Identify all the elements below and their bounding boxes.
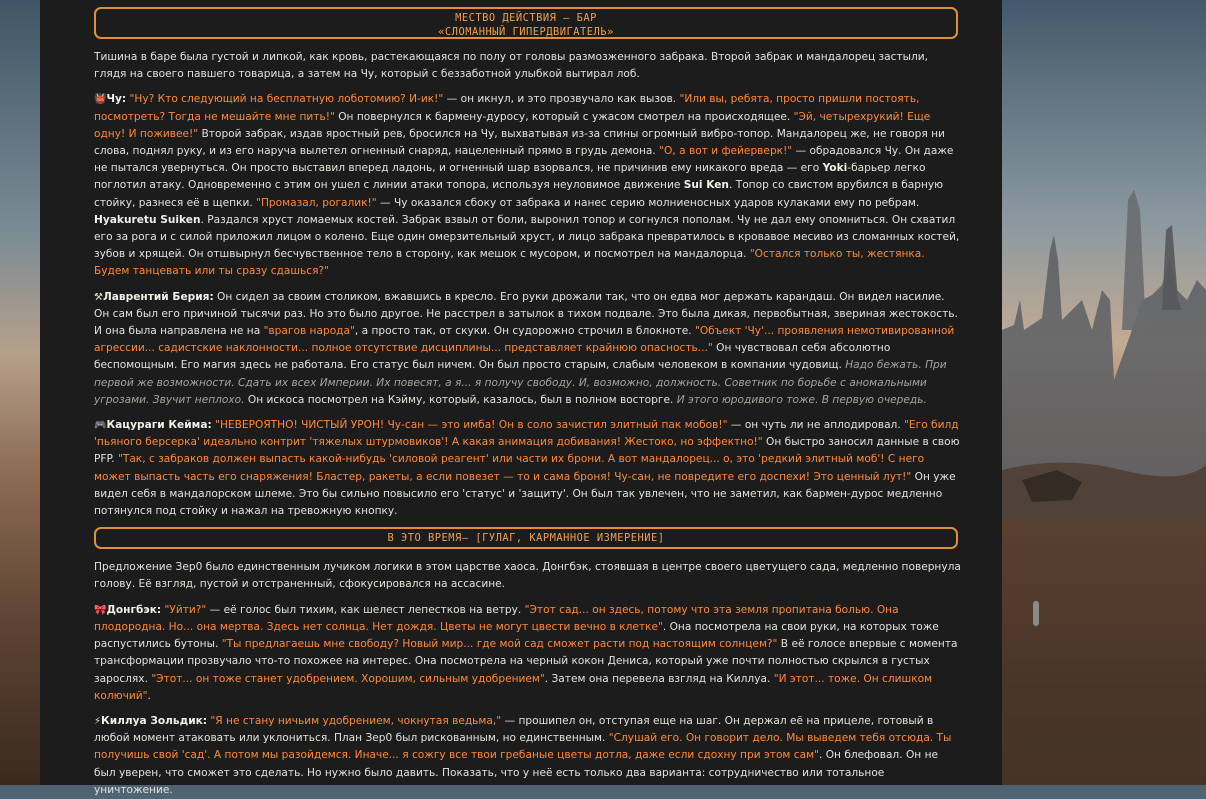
scrollbar-thumb[interactable] [1033, 601, 1039, 626]
speaker-name: Кацураги Кейма: [106, 419, 212, 432]
scene-header-bar [94, 7, 958, 39]
scene-header-line1: МЕСТВО ДЕЙСТВИЯ – БАР [455, 12, 597, 24]
speaker-name: Чу: [106, 93, 127, 106]
scene-header-line2: «СЛОМАННЫЙ ГИПЕРДВИГАТЕЛЬ» [438, 26, 614, 38]
speaker-name: Киллуа Зольдик: [101, 714, 208, 727]
beria-paragraph: ⚒Лаврентий Берия: Он сидел за своим столиком, вжавшись в кресло. Его руки дрожали так, что он едва мог держать карандаш. Он видел насилие. Он сам был его причиной тысячи раз. Но это было другое. Не расстрел в затылок в тихом подвале. Это была дикая, первобытная, звериная жестокость. И она была направлена не на "врагов народа", а просто так, от скуки. Он судорожно строчил в блокноте. "Объект 'Чу'... проявления немотивированной агрессии... садистские наклонности... полное отсутствие дисциплины... представляет крайнюю опасность..." Он чувствовал себя абсолютно беспомощным. Его магия здесь не работала. Его статус был ничем. Он был просто старым, слабым человеком в компании чудовищ. Надо бежать. При первой же возможности. Сдать их всех Империи. Их повесят, а я... я получу свободу. И, возможно, должность. Советник по борьбе с аномальными угрозами. Звучит неплохо. Он искоса посмотрел на Кэйму, который, казалось, был в полном восторге. И этого юродивого тоже. В первую очередь. [94, 290, 958, 406]
keima-paragraph: 🎮Кацураги Кейма: "НЕВЕРОЯТНО! ЧИСТЫЙ УРОН! Чу-сан — это имба! Он в соло зачистил элитный пак мобов!" — он чуть ли не аплодировал. "Его билд 'пьяного берсерка' идеально контрит 'тяжелых штурмовиков'! А какая анимация добивания! Жестоко, но эффектно!" Он быстро заносил данные в свою PFP. "Так, с забраков должен выпасть какой-нибудь 'силовой реагент' или части их брони. А вот мандалорец... о, это 'редкий элитный моб'! С него может выпасть часть его снаряжения! Бластер, ракеты, а если повезет — то и сама броня! Чу-сан, не повредите его доспехи! Это ценный лут!" Он уже видел себя в мандалорском шлеме. Это бы сильно повысило его 'статус' и 'защиту'. Он был так увлечен, что не заметил, как бармен-дурос медленно потянулся под стойку и нажал на тревожную кнопку. [94, 419, 960, 518]
chu-paragraph: 👹Чу: "Ну? Кто следующий на бесплатную лоботомию? И-ик!" — он икнул, и это прозвучало как вызов. "Или вы, ребята, просто пришли постоять, посмотреть? Тогда не мешайте мне пить!" Он повернулся к бармену-дуросу, который с ужасом смотрел на происходящее. "Эй, четырехрукий! Еще одну! И поживее!" Второй забрак, издав яростный рев, бросился на Чу, выхватывая из-за спины огромный вибро-топор. Мандалорец же, не говоря ни слова, поднял руку, и из его наруча вылетел огненный снаряд, нацеленный прямо в грудь демона. "О, а вот и фейерверк!" — обрадовался Чу. Он даже не пытался увернуться. Он просто выставил вперед ладонь, и огненный шар взорвался, не причинив ему никакого вреда — его Yoki-барьер легко поглотил атаку. Одновременно с этим он ушел с линии атаки топора, используя неуловимое движение Sui Ken. Топор со свистом врубился в барную стойку, разнеся её в щепки. "Промазал, рогалик!" — Чу оказался сбоку от забрака и нанес серию молниеносных ударов кулаками ему по ребрам. Hyakuretu Suiken. Раздался хруст ломаемых костей. Забрак взвыл от боли, выронил топор и согнулся пополам. Чу не дал ему опомниться. Он схватил его за рога и с силой приложил лицом о колено. Еще один омерзительный хруст, и лицо забрака превратилось в кровавое месиво из сломанных костей, зубов и хрящей. Он отшвырнул бесчувственное тело в сторону, как мешок с мусором, и посмотрел на мандалорца. "Остался только ты, жестянка. Будем танцевать или ты сразу сдашься?" [94, 93, 960, 278]
speaker-name: Донгбэк: [106, 603, 162, 616]
story-content [94, 0, 962, 799]
gamepad-icon: 🎮 [94, 420, 107, 432]
hammer-sickle-icon: ⚒ [94, 291, 103, 303]
speaker-name: Лаврентий Берия: [102, 290, 214, 303]
scene-header-gulag: В ЭТО ВРЕМЯ– [ГУЛАГ, КАРМАННОЕ ИЗМЕРЕНИЕ] [94, 527, 958, 549]
background-right [1002, 0, 1206, 785]
demon-icon: 👹 [94, 94, 107, 106]
narration-paragraph: Тишина в баре была густой и липкой, как кровь, растекающаяся по полу от головы размозженного забрака. Второй забрак и мандалорец застыли, глядя на своего павшего товарица, а затем на Чу, который с беззаботной улыбкой вытирал лоб. [94, 51, 929, 81]
ribbon-icon: 🎀 [94, 604, 107, 616]
killua-paragraph: ⚡Киллуа Зольдик: "Я не стану ничьим удобрением, чокнутая ведьма," — прошипел он, отступая еще на шаг. Он держал её на прицеле, готовый в любой момент атаковать или уклониться. План Зер0 был рискованным, но единственным. "Слушай его. Он говорит дело. Мы выведем тебя отсюда. Ты получишь свой 'сад'. А потом мы разойдемся. Иначе... я сожгу все твои гребаные цветы дотла, даже если сдохну при этом сам". Он блефовал. Он не был уверен, что сможет это сделать. Но нужно было давить. Показать, что у неё есть только два варианта: сотрудничество или тотальное уничтожение. [94, 714, 952, 796]
narration-paragraph-2: Предложение Зер0 было единственным лучиком логики в этом царстве хаоса. Донгбэк, стоявшая в центре своего цветущего сада, медленно повернула голову. Её взгляд, пустой и отстраненный, сфокусировался на ассасине. [94, 561, 961, 591]
chat-panel [40, 0, 1002, 796]
lightning-icon: ⚡ [94, 715, 102, 727]
dongbaek-paragraph: 🎀Донгбэк: "Уйти?" — её голос был тихим, как шелест лепестков на ветру. "Этот сад... он здесь, потому что эта земля пропитана болью. Она плодородна. Но... она мертва. Здесь нет солнца. Нет дождя. Цветы не могут цвести вечно в клетке". Она посмотрела на свои руки, на которых тоже распустились бутоны. "Ты предлагаешь мне свободу? Новый мир... где мой сад сможет расти под настоящим солнцем?" В её голосе впервые с момента трансформации прозвучало что-то похожее на интерес. Она посмотрела на черный кокон Дениса, который уже почти полностью скрылся в густых зарослях. "Этот... он тоже станет удобрением. Хорошим, сильным удобрением". Затем она перевела взгляд на Киллуа. "И этот... тоже. Он слишком колючий". [94, 603, 958, 702]
background-left [0, 0, 40, 785]
